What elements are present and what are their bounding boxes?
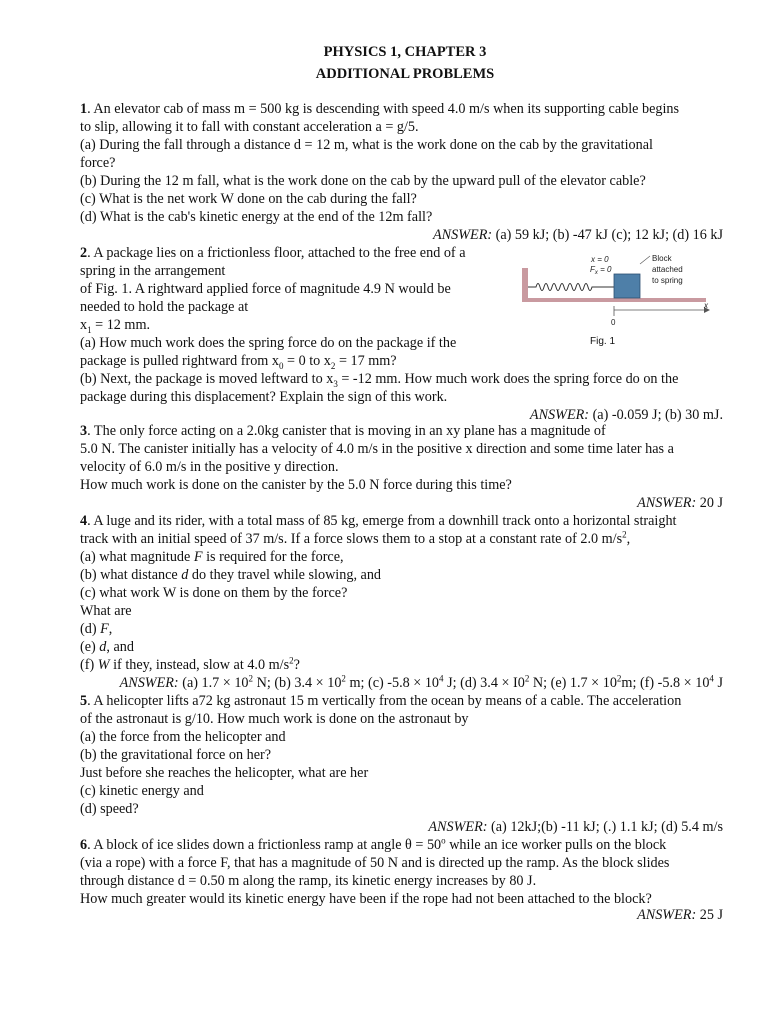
problem-2-line: package during this displacement? Explain the sign of this work.: [80, 389, 448, 405]
problem-4-answer: ANSWER: (a) $1.7 \times 10^2$ N; (b) $3.4 \times 10^2$ m; (c) $-5.8 \times 10^4$ J; (d) $3.4 \times I0^2$ N; (e) $1.7 \times 10^2m$; (f) $-5.8 \times 10^4$ J: [119, 673, 723, 691]
problem-3-line: velocity of 6.0 m/s in the positive y direction.: [80, 459, 339, 475]
figure-caption: Fig. 1: [590, 336, 616, 347]
problem-2-line: spring in the arrangement: [80, 263, 226, 279]
wall: [522, 268, 528, 302]
problem-1-line: (b) During the 12 m fall, what is the work done on the cab by the upward pull of the elevator cable?: [80, 173, 646, 189]
problem-4-line: (e) d, and: [80, 639, 134, 655]
problem-6-line: How much greater would its kinetic energy have been if the rope had not been attached to the block?: [80, 891, 652, 907]
problem-3-answer: ANSWER: 20 J: [637, 495, 723, 511]
problem-2-line: $x_1 = 12$ mm.: [80, 317, 151, 335]
problem-2-line: package is pulled rightward from $x_0 = 0$ to $x_2 = 17$ mm?: [80, 353, 397, 371]
problem-3-line: 5.0 N. The canister initially has a velocity of 4.0 m/s in the positive x direction and some time later has a: [80, 441, 674, 457]
axis-x-label: x: [704, 301, 708, 310]
problem-number: 3: [80, 423, 88, 439]
problem-1-line: (c) What is the net work W done on the cab during the fall?: [80, 191, 417, 207]
x-eq-label: x = 0: [591, 255, 609, 264]
problem-4-line: What are: [80, 603, 132, 619]
fx-eq-label: $F_x = 0$: [590, 265, 612, 276]
problem-4-line: 4. A luge and its rider, with a total mass of 85 kg, emerge from a downhill track onto a horizontal straight: [80, 513, 677, 529]
problem-5-line: (c) kinetic energy and: [80, 783, 204, 799]
problem-1-line: (a) During the fall through a distance d = 12 m, what is the work done on the cab by the gravitational: [80, 137, 653, 153]
problem-6-line: 6. A block of ice slides down a frictionless ramp at angle $\theta = 50^o$ while an ice worker pulls on the block: [80, 835, 667, 853]
problem-3-line: 3. The only force acting on a 2.0kg canister that is moving in an xy plane has a magnitude of: [80, 423, 606, 439]
problem-2-line: (b) Next, the package is moved leftward to $x_3 = -12$ mm. How much work does the spring force do on the: [80, 371, 679, 389]
floor: [522, 298, 706, 302]
problem-1-line: (d) What is the cab's kinetic energy at the end of the 12m fall?: [80, 209, 433, 225]
problem-5-line: of the astronaut is g/10. How much work is done on the astronaut by: [80, 711, 469, 727]
problem-2-line: of Fig. 1. A rightward applied force of magnitude 4.9 N would be: [80, 281, 451, 297]
problem-4-line: (f) W if they, instead, slow at 4.0 $m/s^2$?: [80, 655, 300, 673]
page-subtitle: ADDITIONAL PROBLEMS: [315, 66, 495, 82]
problem-4-line: (c) what work W is done on them by the force?: [80, 585, 348, 601]
problem-6-line: (via a rope) with a force F, that has a magnitude of 50 N and is directed up the ramp. As the block slides: [80, 855, 670, 871]
problem-5-line: (a) the force from the helicopter and: [80, 729, 286, 745]
problem-1-line: to slip, allowing it to fall with constant acceleration a = g/5.: [80, 119, 419, 135]
problem-2-answer: ANSWER: (a) -0.059 J; (b) 30 mJ.: [529, 407, 723, 423]
problem-number: 2: [80, 245, 88, 261]
problem-5-answer: ANSWER: (a) 12kJ;(b) -11 kJ; (.) 1.1 kJ; (d) 5.4 m/s: [428, 819, 723, 835]
problem-4-line: (a) what magnitude F is required for the force,: [80, 549, 344, 565]
block-label-3: to spring: [652, 276, 683, 285]
problem-5-line: (d) speed?: [80, 801, 139, 817]
problem-1-line: 1. An elevator cab of mass m = 500 kg is descending with speed 4.0 m/s when its supporting cable begins: [80, 101, 680, 117]
problem-2-line: 2. A package lies on a frictionless floor, attached to the free end of a: [80, 245, 466, 261]
problem-3-line: How much work is done on the canister by the 5.0 N force during this time?: [80, 477, 512, 493]
problem-1-line: force?: [80, 155, 116, 171]
problem-number: 1: [80, 101, 88, 117]
problem-2-line: (a) How much work does the spring force do on the package if the: [80, 335, 457, 351]
block-label-2: attached: [652, 265, 683, 274]
problem-2-line: needed to hold the package at: [80, 299, 249, 315]
problem-5-line: (b) the gravitational force on her?: [80, 747, 272, 763]
problem-4-line: (d) F,: [80, 621, 113, 637]
problem-5-line: Just before she reaches the helicopter, what are her: [80, 765, 369, 781]
problem-6-line: through distance d = 0.50 m along the ramp, its kinetic energy increases by 80 J.: [80, 873, 537, 889]
problem-number: 4: [80, 513, 88, 529]
problem-number: 5: [80, 693, 88, 709]
spring-block-figure: [518, 250, 713, 350]
block: [614, 274, 640, 298]
page-title: PHYSICS 1, CHAPTER 3: [323, 44, 487, 60]
zero-label: 0: [611, 318, 616, 327]
problem-1-answer: ANSWER: (a) 59 kJ; (b) -47 kJ (c); 12 kJ; (d) 16 kJ: [432, 227, 723, 243]
problem-4-line: track with an initial speed of 37 m/s. If a force slows them to a stop at a constant rate of 2.0 $m/s^2$,: [80, 529, 631, 547]
problem-4-line: (b) what distance d do they travel while slowing, and: [80, 567, 382, 583]
problem-6-answer: ANSWER: 25 J: [637, 907, 723, 923]
problem-number: 6: [80, 837, 88, 853]
block-label-1: Block: [652, 254, 672, 263]
problem-5-line: 5. A helicopter lifts a72 kg astronaut 15 m vertically from the ocean by means of a cable. The acceleration: [80, 693, 682, 709]
